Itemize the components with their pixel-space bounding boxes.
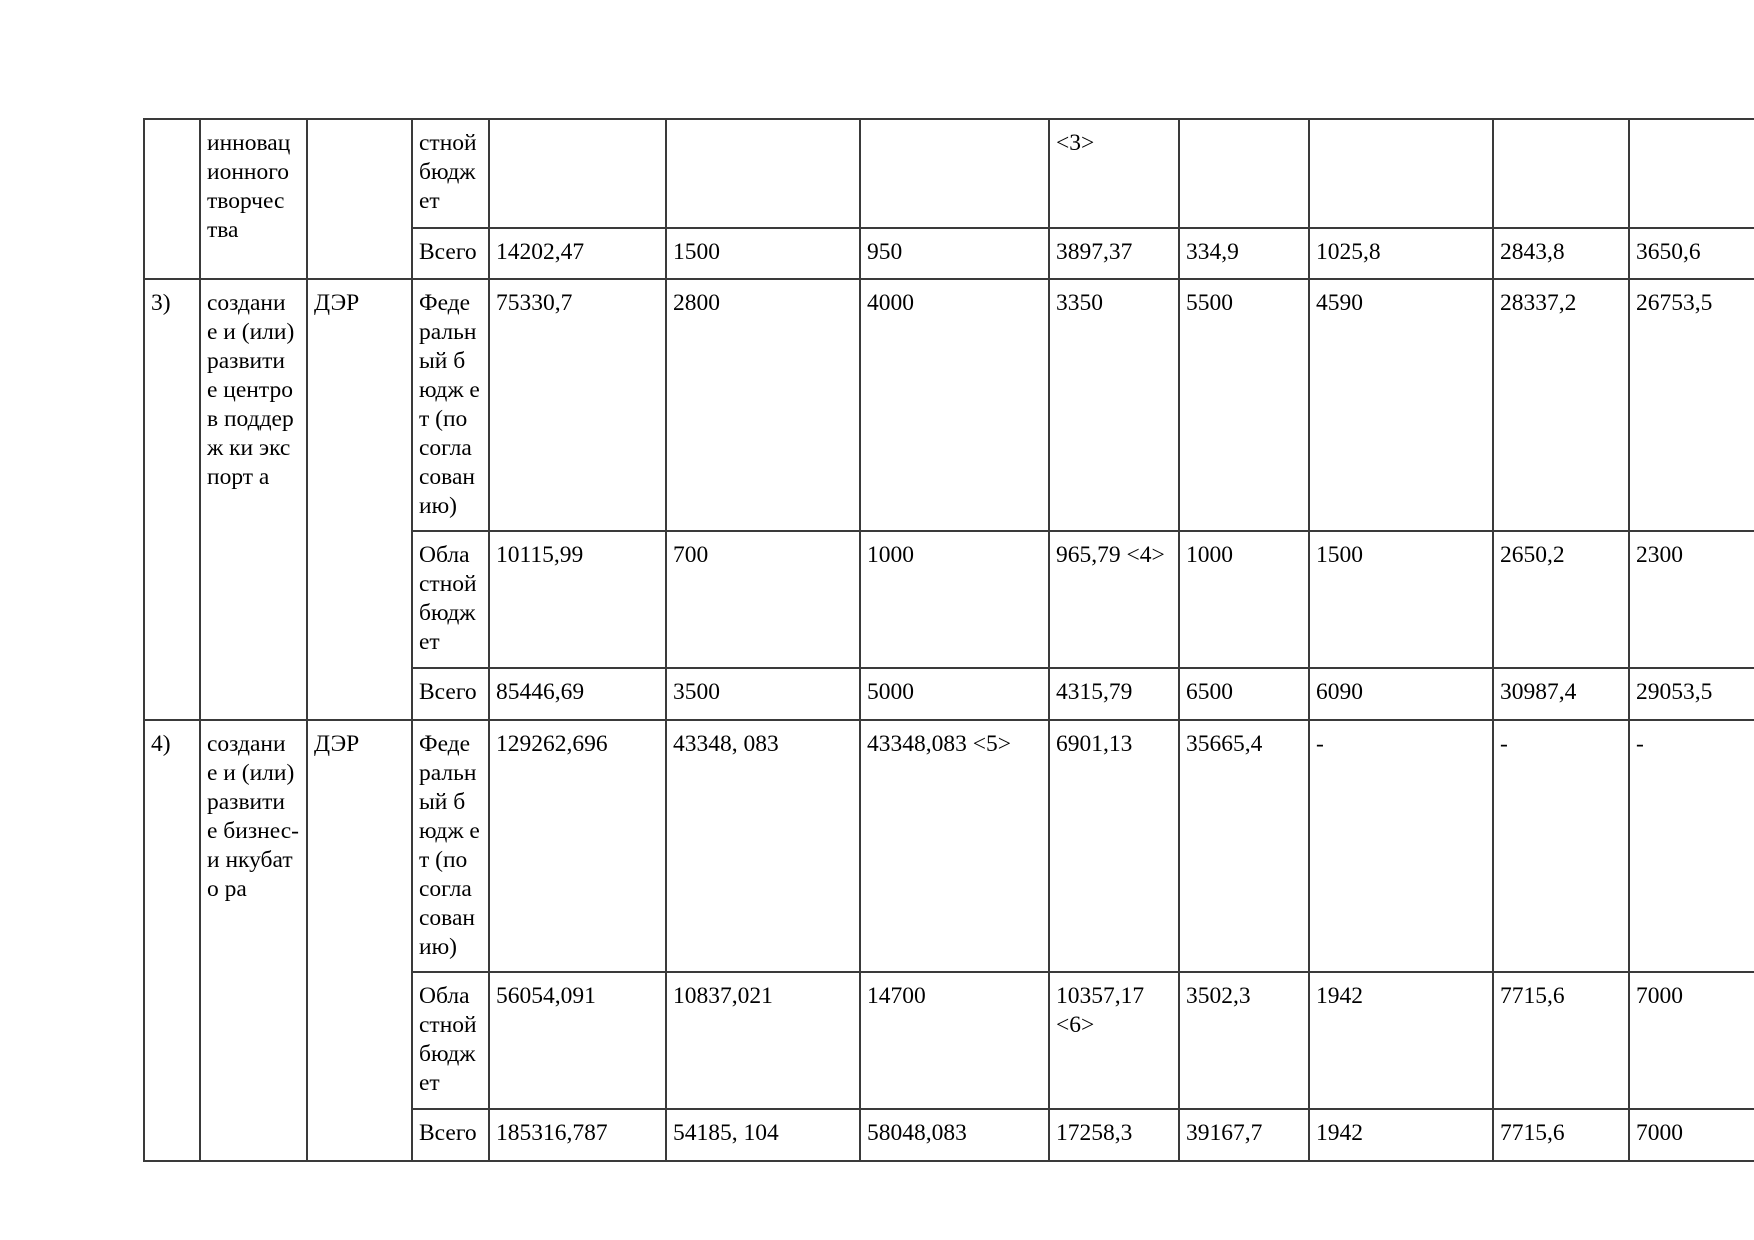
value-cell: 6901,13: [1049, 720, 1179, 972]
value-cell: [1493, 119, 1629, 228]
value-cell: 1500: [666, 228, 860, 279]
value-cell: 185316,787: [489, 1109, 666, 1161]
funding-source-cell: Обла стной бюдж ет: [412, 972, 489, 1109]
funding-source-cell: Всего: [412, 228, 489, 279]
value-cell: [666, 119, 860, 228]
executor-cell: ДЭР: [307, 720, 412, 1161]
table-row: [144, 119, 1754, 228]
measure-name-cell: создани е и (или) развити е центров поддерж ки экспорт а: [200, 279, 307, 720]
value-cell: 3500: [666, 668, 860, 720]
funding-source-cell: стной бюдж ет: [412, 119, 489, 228]
value-cell: 3650,6: [1629, 228, 1754, 279]
value-cell: 5000: [860, 668, 1049, 720]
budget-table: [143, 118, 1754, 1162]
value-cell: 4590: [1309, 279, 1493, 531]
value-cell: -: [1309, 720, 1493, 972]
value-cell: 3502,3: [1179, 972, 1309, 1109]
value-cell: 7000: [1629, 972, 1754, 1109]
value-cell: 129262,696: [489, 720, 666, 972]
value-cell: 30987,4: [1493, 668, 1629, 720]
value-cell: 1942: [1309, 1109, 1493, 1161]
value-cell: 2800: [666, 279, 860, 531]
value-cell: 334,9: [1179, 228, 1309, 279]
funding-source-cell: Феде ральн ый бюдж ет (по согла сован ию): [412, 279, 489, 531]
value-cell: 5500: [1179, 279, 1309, 531]
value-cell: 6090: [1309, 668, 1493, 720]
value-cell: 4000: [860, 279, 1049, 531]
value-cell: 3897,37: [1049, 228, 1179, 279]
value-cell: [1179, 119, 1309, 228]
value-cell: 1000: [860, 531, 1049, 668]
value-cell: 85446,69: [489, 668, 666, 720]
value-cell: 29053,5: [1629, 668, 1754, 720]
value-cell: 950: [860, 228, 1049, 279]
value-cell: 700: [666, 531, 860, 668]
value-cell: 1025,8: [1309, 228, 1493, 279]
value-cell: 2843,8: [1493, 228, 1629, 279]
value-cell: 1942: [1309, 972, 1493, 1109]
value-cell: 43348,083 <5>: [860, 720, 1049, 972]
value-cell: 1000: [1179, 531, 1309, 668]
measure-name-cell: инновац ионного творчес тва: [200, 119, 307, 279]
value-cell: 10837,021: [666, 972, 860, 1109]
value-cell: 2650,2: [1493, 531, 1629, 668]
value-cell: 7000: [1629, 1109, 1754, 1161]
value-cell: 39167,7: [1179, 1109, 1309, 1161]
row-number-cell: 4): [144, 720, 200, 1161]
value-cell: [489, 119, 666, 228]
executor-cell: [307, 119, 412, 279]
funding-source-cell: Феде ральн ый бюдж ет (по согла сован ию): [412, 720, 489, 972]
funding-source-cell: Всего: [412, 1109, 489, 1161]
value-cell: <3>: [1049, 119, 1179, 228]
value-cell: 10357,17 <6>: [1049, 972, 1179, 1109]
value-cell: 17258,3: [1049, 1109, 1179, 1161]
value-cell: 28337,2: [1493, 279, 1629, 531]
value-cell: 7715,6: [1493, 1109, 1629, 1161]
value-cell: 58048,083: [860, 1109, 1049, 1161]
value-cell: [1309, 119, 1493, 228]
funding-source-cell: Всего: [412, 668, 489, 720]
table-row: [144, 279, 1754, 531]
funding-source-cell: Обла стной бюдж ет: [412, 531, 489, 668]
value-cell: 3350: [1049, 279, 1179, 531]
value-cell: 26753,5: [1629, 279, 1754, 531]
row-number-cell: 3): [144, 279, 200, 720]
value-cell: 7715,6: [1493, 972, 1629, 1109]
value-cell: 56054,091: [489, 972, 666, 1109]
value-cell: 4315,79: [1049, 668, 1179, 720]
value-cell: 54185, 104: [666, 1109, 860, 1161]
value-cell: 2300: [1629, 531, 1754, 668]
value-cell: 6500: [1179, 668, 1309, 720]
value-cell: 75330,7: [489, 279, 666, 531]
executor-cell: ДЭР: [307, 279, 412, 720]
measure-name-cell: создани е и (или) развити е бизнес-и нкубато ра: [200, 720, 307, 1161]
value-cell: 43348, 083: [666, 720, 860, 972]
value-cell: 1500: [1309, 531, 1493, 668]
value-cell: 10115,99: [489, 531, 666, 668]
value-cell: 35665,4: [1179, 720, 1309, 972]
table-row: [144, 720, 1754, 972]
value-cell: [1629, 119, 1754, 228]
value-cell: [860, 119, 1049, 228]
value-cell: 14700: [860, 972, 1049, 1109]
value-cell: -: [1629, 720, 1754, 972]
row-number-cell: [144, 119, 200, 279]
value-cell: -: [1493, 720, 1629, 972]
value-cell: 965,79 <4>: [1049, 531, 1179, 668]
value-cell: 14202,47: [489, 228, 666, 279]
